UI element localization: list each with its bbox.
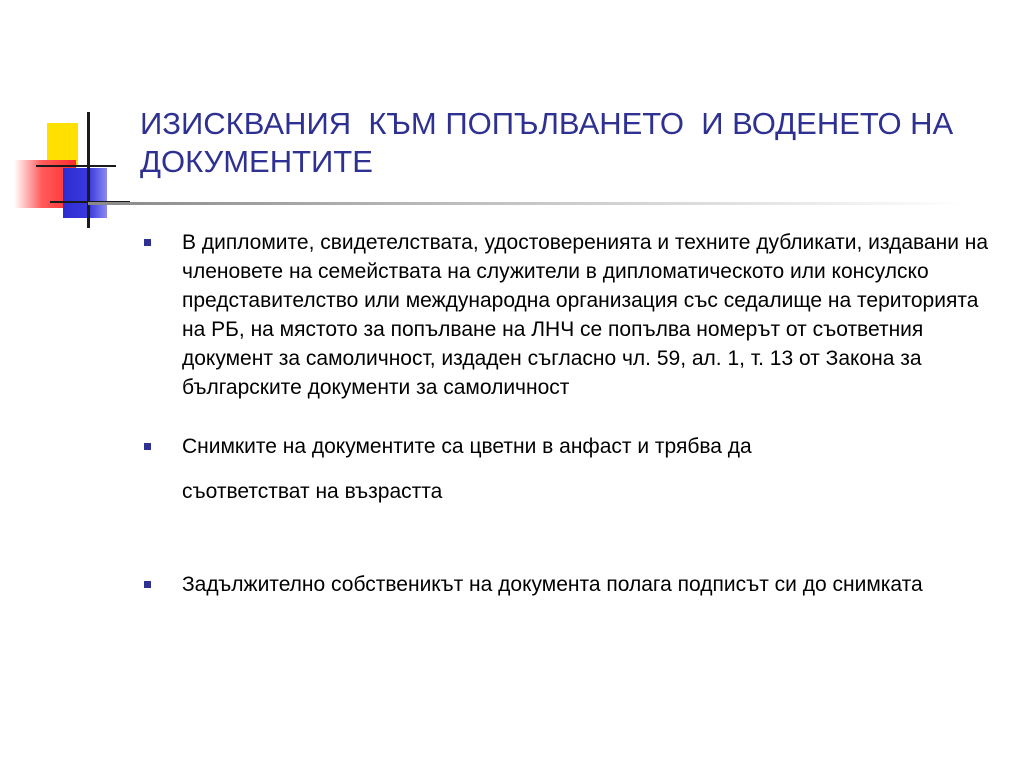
blue-square	[63, 168, 107, 218]
bullet-text: Задължително собственикът на документа полага подписът си до снимката	[182, 573, 923, 596]
bullet-text-line-2: съответстват на възрастта	[182, 480, 443, 503]
title-underline	[88, 202, 968, 205]
square-bullet-icon	[144, 239, 151, 246]
slide-title: ИЗИСКВАНИЯ КЪМ ПОПЪЛВАНЕТО И ВОДЕНЕТО НА ДОКУМЕНТИТЕ	[140, 106, 954, 179]
bullet-text-line-1: Снимките на документите са цветни в анфаст и трябва да	[182, 435, 752, 458]
yellow-square	[47, 123, 78, 165]
bullet-text: В дипломите, свидетелствата, удостоверенията и техните дубликати, издавани на членовете на семействата на служители в дипломатическото или консулско представителство или международна организация със седалище на територията на РБ, на мястото за попълване на ЛНЧ се попълва номерът от съответния документ за самоличност, издаден съгласно чл. 59, ал. 1, т. 13 от Закона за българските документи за самоличност	[182, 231, 989, 399]
bullet-list	[140, 228, 1000, 599]
square-bullet-icon	[144, 443, 151, 450]
vertical-line	[87, 112, 90, 228]
list-item	[140, 432, 1000, 506]
list-item	[140, 570, 1000, 599]
horizontal-line-top	[36, 165, 116, 167]
list-item	[140, 228, 1000, 402]
square-bullet-icon	[144, 581, 151, 588]
